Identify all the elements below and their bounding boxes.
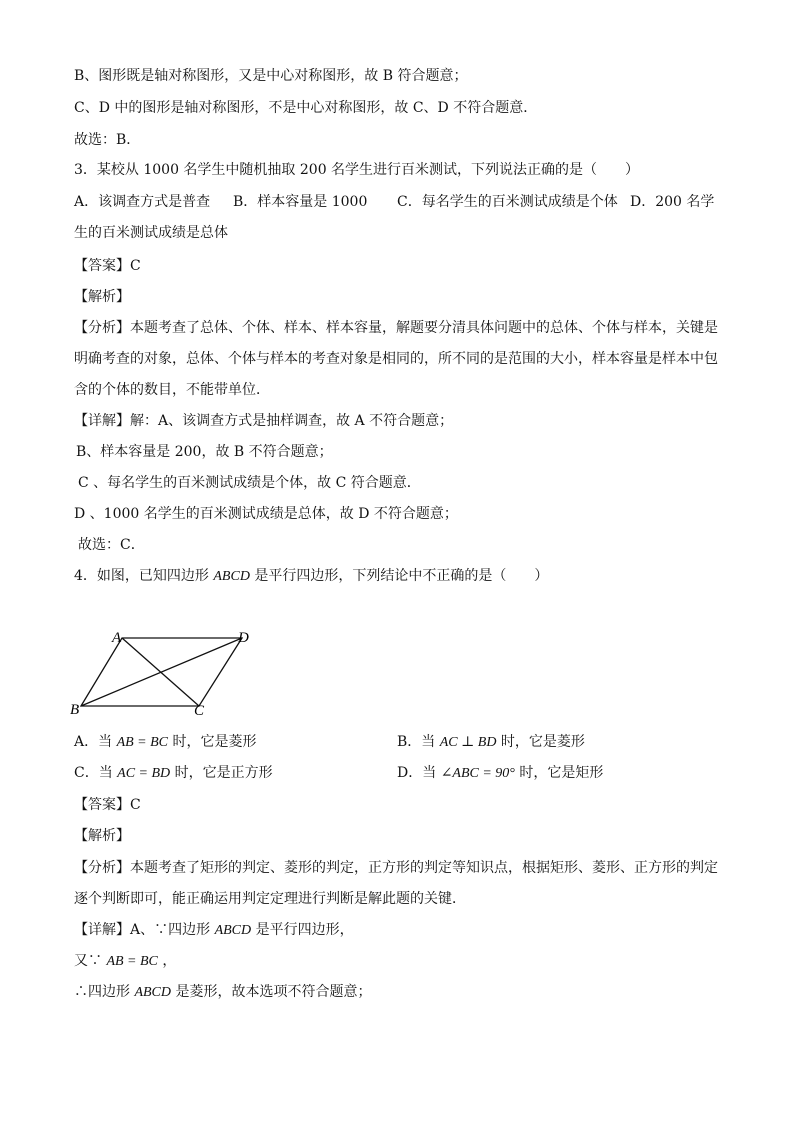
q3-option-d-continued: 生的百米测试成绩是总体 bbox=[74, 225, 228, 241]
q4-option-b-label: B．当 bbox=[397, 734, 436, 750]
vertex-label-a: A bbox=[112, 630, 122, 646]
q4-detail-text: 又∵ bbox=[74, 953, 102, 969]
q4-analysis-heading: 【解析】 bbox=[74, 828, 130, 844]
diagonal-bd bbox=[81, 638, 242, 706]
q4-stem-math: ABCD bbox=[213, 569, 250, 584]
q4-option-d-text: 时，它是矩形 bbox=[519, 765, 604, 781]
text-line: 故选：B． bbox=[74, 132, 141, 148]
vertex-label-b: B bbox=[70, 702, 80, 718]
q3-option-b: B．样本容量是 1000 bbox=[233, 194, 368, 210]
q4-detail-math: AB = BC bbox=[106, 954, 158, 969]
q4-option-d bbox=[397, 763, 603, 784]
q4-detail-text: ∴四边形 bbox=[74, 984, 130, 1000]
q4-detail-line bbox=[74, 982, 371, 1003]
q3-option-a: A．该调查方式是普查 bbox=[74, 194, 211, 210]
q3-fenxi-line: 【分析】本题考查了总体、个体、样本、样本容量，解题要分清具体问题中的总体、个体与样本，关键是 bbox=[74, 320, 718, 336]
q4-option-c-math: AC = BD bbox=[117, 766, 171, 781]
question-4-stem bbox=[74, 566, 548, 587]
q4-stem-text: 是平行四边形，下列结论中不正确的是（ ） bbox=[254, 568, 549, 584]
q3-detail-line: B、样本容量是 200，故 B 不符合题意； bbox=[76, 444, 333, 460]
q4-fenxi-line: 逐个判断即可，能正确运用判定定理进行判断是解此题的关键． bbox=[74, 891, 466, 907]
vertex-label-c: C bbox=[194, 703, 205, 719]
q4-detail-math: ABCD bbox=[214, 923, 252, 938]
q4-fenxi-line: 【分析】本题考查了矩形的判定、菱形的判定，正方形的判定等知识点，根据矩形、菱形、正方形的判定 bbox=[74, 860, 718, 876]
q4-option-b bbox=[397, 732, 585, 753]
text-line: B、图形既是轴对称图形，又是中心对称图形，故 B 符合题意； bbox=[74, 68, 468, 84]
q4-detail-math: ABCD bbox=[134, 985, 172, 1000]
q4-option-c-label: C．当 bbox=[74, 765, 113, 781]
q4-answer: 【答案】C bbox=[74, 797, 141, 813]
q3-detail-line: 故选：C． bbox=[78, 537, 145, 553]
question-3-stem: 3．某校从 1000 名学生中随机抽取 200 名学生进行百米测试，下列说法正确的是（ ） bbox=[74, 162, 640, 178]
q3-option-c: C．每名学生的百米测试成绩是个体 bbox=[397, 194, 618, 210]
q4-option-a-label: A．当 bbox=[74, 734, 113, 750]
q4-detail-line bbox=[74, 920, 354, 941]
q3-detail-line: C 、每名学生的百米测试成绩是个体，故 C 符合题意． bbox=[78, 475, 421, 491]
q3-option-d: D．200 名学 bbox=[630, 194, 715, 210]
q4-option-b-text: 时，它是菱形 bbox=[500, 734, 585, 750]
q3-analysis-heading: 【解析】 bbox=[74, 289, 130, 305]
q3-fenxi-line: 明确考查的对象，总体、个体与样本的考查对象是相同的，所不同的是范围的大小，样本容量是样本中包 bbox=[74, 351, 718, 367]
q4-stem-text: 4．如图，已知四边形 bbox=[74, 568, 209, 584]
q4-option-c-text: 时，它是正方形 bbox=[174, 765, 273, 781]
q3-detail-line: 【详解】解：A、该调查方式是抽样调查，故 A 不符合题意； bbox=[74, 413, 454, 429]
q4-detail-text: 【详解】A、∵四边形 bbox=[74, 922, 211, 938]
q4-option-b-math: AC ⊥ BD bbox=[439, 735, 497, 750]
q4-option-a-math: AB = BC bbox=[116, 735, 169, 750]
q4-option-a bbox=[74, 732, 256, 753]
q4-detail-text: 是平行四边形， bbox=[255, 922, 354, 938]
q3-detail-line: D 、1000 名学生的百米测试成绩是总体，故 D 不符合题意； bbox=[74, 506, 458, 522]
q4-option-d-label: D．当 bbox=[397, 765, 437, 781]
q4-option-d-math: ∠ABC = 90° bbox=[440, 766, 515, 781]
text-line: C、D 中的图形是轴对称图形，不是中心对称图形，故 C、D 不符合题意． bbox=[74, 100, 538, 116]
q3-answer: 【答案】C bbox=[74, 258, 141, 274]
q4-detail-line bbox=[74, 951, 176, 972]
q4-detail-text: ， bbox=[162, 953, 177, 969]
q4-option-c bbox=[74, 763, 273, 784]
parallelogram-figure bbox=[64, 622, 264, 722]
q3-fenxi-line: 含的个体的数目，不能带单位． bbox=[74, 382, 270, 398]
q4-detail-text: 是菱形，故本选项不符合题意； bbox=[175, 984, 372, 1000]
q4-option-a-text: 时，它是菱形 bbox=[172, 734, 257, 750]
vertex-label-d: D bbox=[238, 630, 249, 646]
